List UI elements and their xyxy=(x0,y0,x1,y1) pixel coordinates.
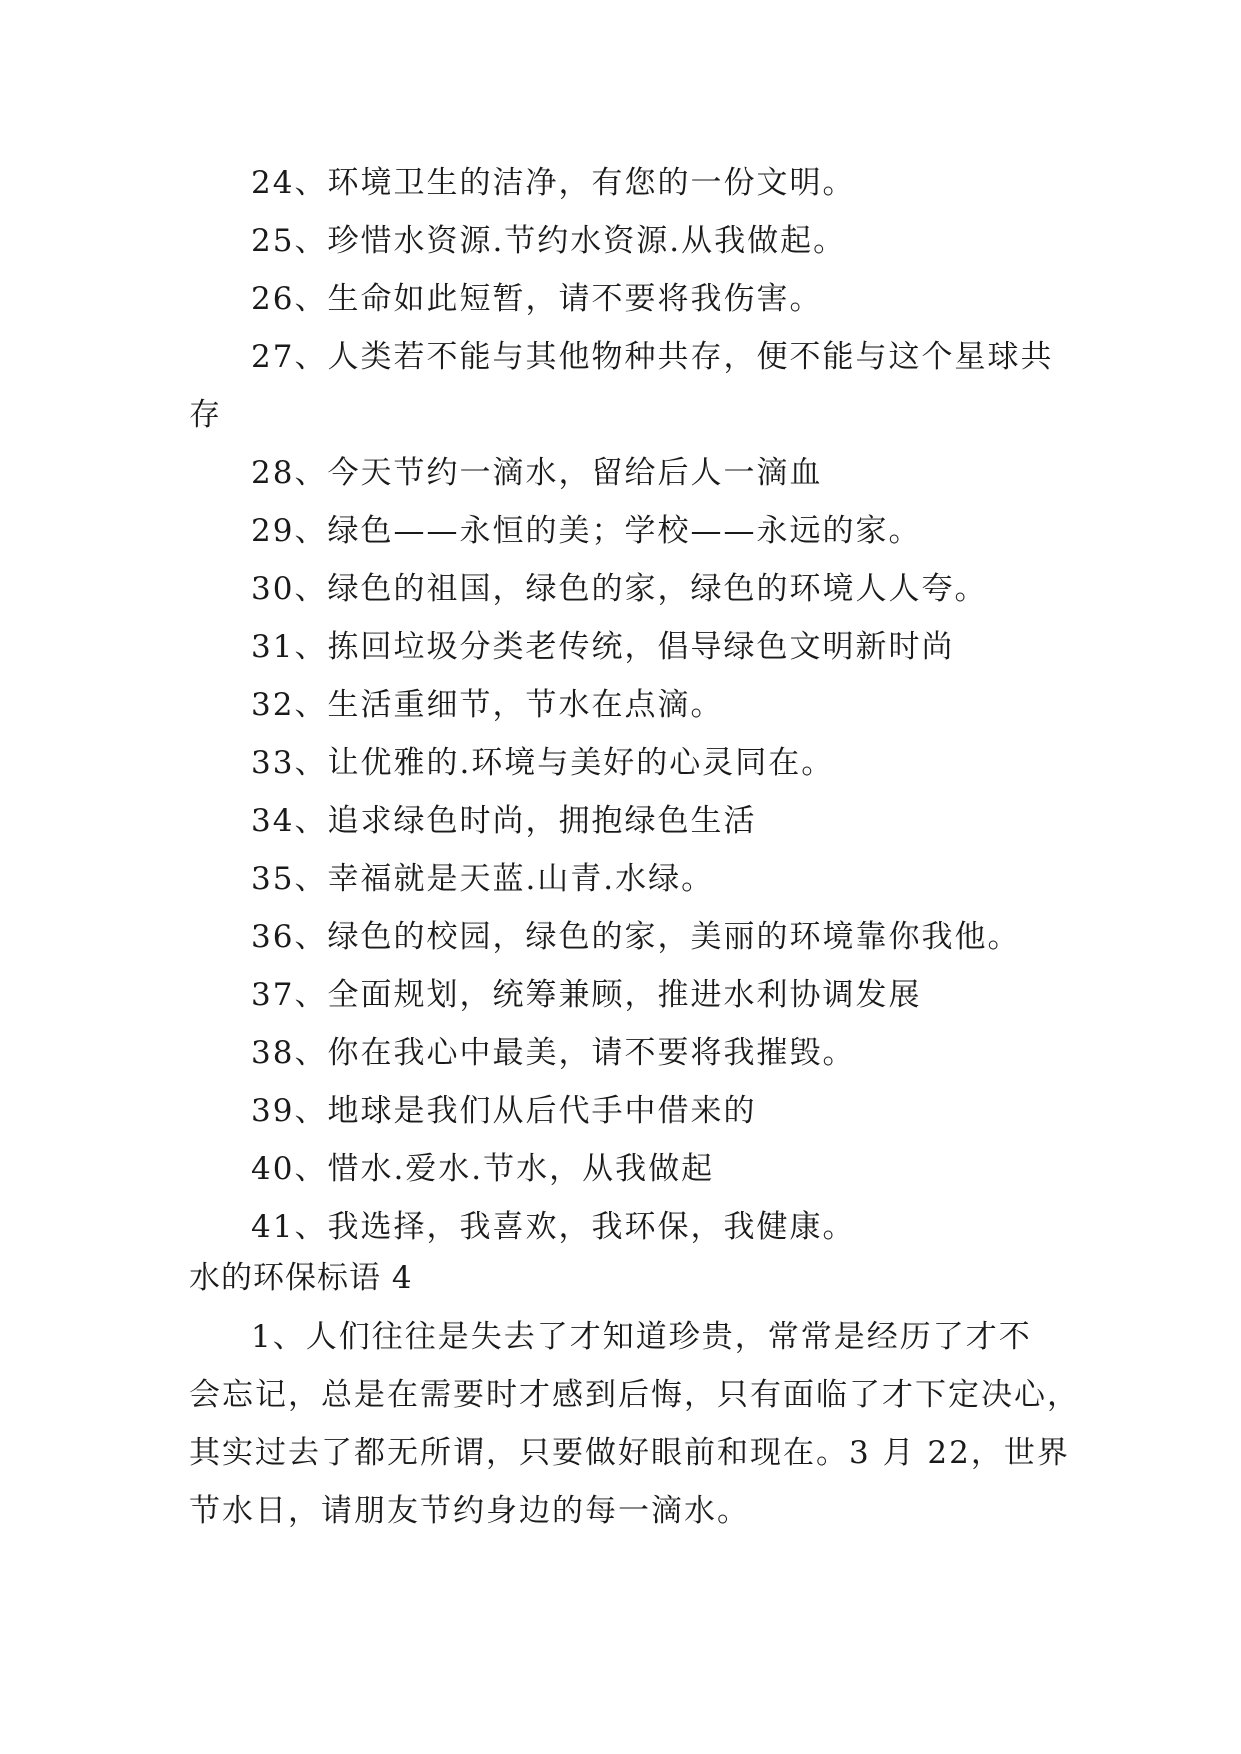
list-item: 24、环境卫生的洁净，有您的一份文明。 xyxy=(251,165,856,201)
list-item: 27、人类若不能与其他物种共存，便不能与这个星球共 xyxy=(251,339,1054,375)
paragraph-line: 节水日，请朋友节约身边的每一滴水。 xyxy=(189,1493,750,1529)
list-item-continuation: 存 xyxy=(189,397,222,433)
body-paragraph xyxy=(189,1308,1080,1540)
list-item: 26、生命如此短暂，请不要将我伤害。 xyxy=(251,281,823,317)
list-item: 34、追求绿色时尚，拥抱绿色生活 xyxy=(251,803,757,839)
section-heading: 水的环保标语 4 xyxy=(189,1260,413,1296)
paragraph-line: 其实过去了都无所谓，只要做好眼前和现在。3 月 22，世界 xyxy=(189,1435,1070,1471)
list-item: 25、珍惜水资源.节约水资源.从我做起。 xyxy=(251,223,847,259)
list-item: 29、绿色——永恒的美；学校——永远的家。 xyxy=(251,513,922,549)
paragraph-line: 1、人们往往是失去了才知道珍贵，常常是经历了才不 xyxy=(251,1319,1032,1355)
list-item: 32、生活重细节，节水在点滴。 xyxy=(251,687,724,723)
list-item: 39、地球是我们从后代手中借来的 xyxy=(251,1093,757,1129)
paragraph-line: 会忘记，总是在需要时才感到后悔，只有面临了才下定决心， xyxy=(189,1377,1080,1413)
list-item: 38、你在我心中最美，请不要将我摧毁。 xyxy=(251,1035,856,1071)
list-item: 41、我选择，我喜欢，我环保，我健康。 xyxy=(251,1209,856,1245)
list-item: 35、幸福就是天蓝.山青.水绿。 xyxy=(251,861,715,897)
document-body xyxy=(189,154,1080,1540)
list-item: 33、让优雅的.环境与美好的心灵同在。 xyxy=(251,745,835,781)
list-item: 40、惜水.爱水.节水，从我做起 xyxy=(251,1151,715,1187)
list-item: 31、拣回垃圾分类老传统，倡导绿色文明新时尚 xyxy=(251,629,955,665)
list-item: 36、绿色的校园，绿色的家，美丽的环境靠你我他。 xyxy=(251,919,1021,955)
list-item: 28、今天节约一滴水，留给后人一滴血 xyxy=(251,455,823,491)
list-item: 37、全面规划，统筹兼顾，推进水利协调发展 xyxy=(251,977,922,1013)
list-item: 30、绿色的祖国，绿色的家，绿色的环境人人夸。 xyxy=(251,571,988,607)
